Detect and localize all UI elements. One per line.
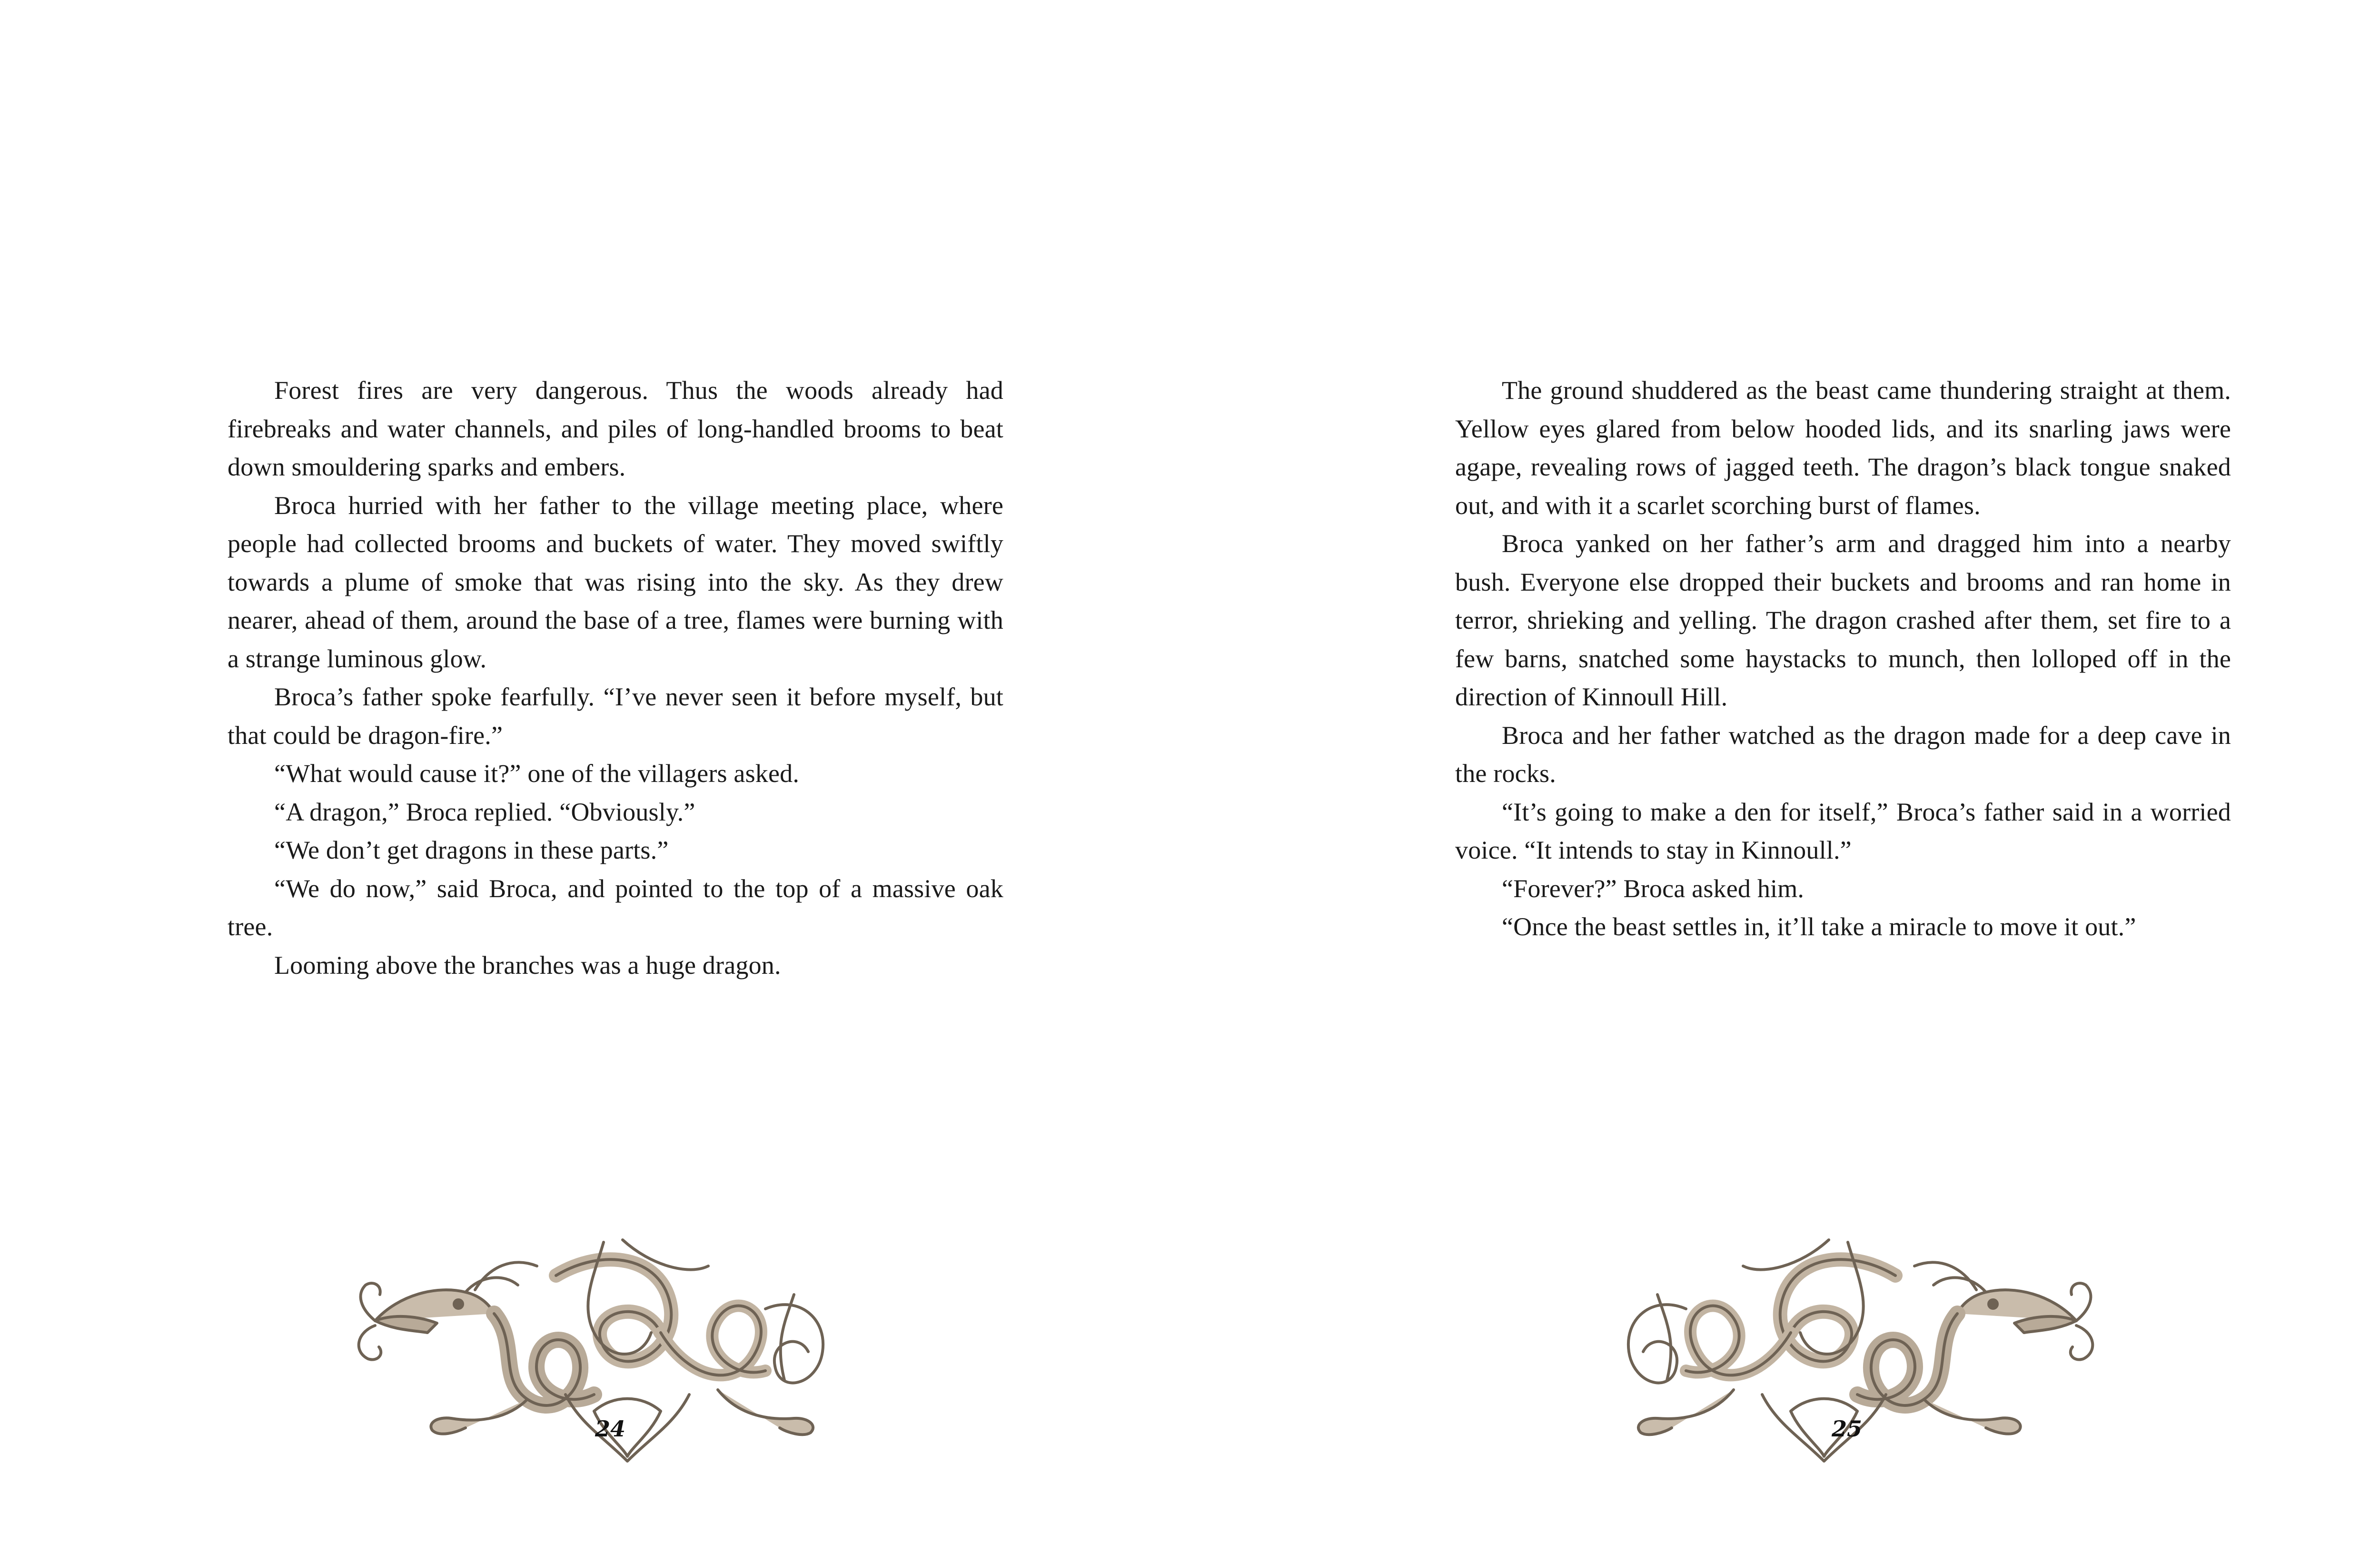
right-page xyxy=(1215,0,2380,1563)
page-number: 24 xyxy=(595,1416,625,1442)
paragraph: “It’s going to make a den for itself,” Broca’s father said in a worried voice. “It intends to stay in Kinnoull.” xyxy=(1455,797,2231,864)
paragraph: Broca yanked on her father’s arm and dragged him into a nearby bush. Everyone else dropped their buckets and brooms and ran home in terror, shrieking and yelling. The dragon crashed after them, set fire to a few barns, snatched some haystacks to munch, then lolloped off in the direction of Kinnoull Hill. xyxy=(1455,529,2231,711)
paragraph: “What would cause it?” one of the villagers asked. xyxy=(274,759,800,788)
paragraph: “Once the beast settles in, it’ll take a miracle to move it out.” xyxy=(1502,912,2136,941)
page-number: 25 xyxy=(1831,1416,1862,1442)
paragraph: Forest fires are very dangerous. Thus the woods already had firebreaks and water channels, and piles of long-handled brooms to beat down smouldering sparks and embers. xyxy=(228,376,1003,481)
left-page-body-text xyxy=(228,371,1003,984)
paragraph: The ground shuddered as the beast came thundering straight at them. Yellow eyes glared from below hooded lids, and its snarling jaws were agape, revealing rows of jagged teeth. The dragon’s black tongue snaked out, and with it a scarlet scorching burst of flames. xyxy=(1455,376,2231,520)
paragraph: Broca and her father watched as the dragon made for a deep cave in the rocks. xyxy=(1455,721,2231,788)
paragraph: “Forever?” Broca asked him. xyxy=(1502,874,1805,903)
paragraph: Broca hurried with her father to the village meeting place, where people had collected brooms and buckets of water. They moved swiftly towards a plume of smoke that was rising into the sky. As they drew nearer, ahead of them, around the base of a tree, flames were burning with a strange luminous glow. xyxy=(228,491,1003,673)
paragraph: Looming above the branches was a huge dragon. xyxy=(274,950,781,979)
paragraph: “We do now,” said Broca, and pointed to the top of a massive oak tree. xyxy=(228,874,1003,941)
right-page-body-text xyxy=(1455,371,2231,946)
paragraph: “We don’t get dragons in these parts.” xyxy=(274,836,669,864)
paragraph: “A dragon,” Broca replied. “Obviously.” xyxy=(274,797,695,826)
paragraph: Broca’s father spoke fearfully. “I’ve never seen it before myself, but that could be dragon-fire.” xyxy=(228,683,1003,750)
